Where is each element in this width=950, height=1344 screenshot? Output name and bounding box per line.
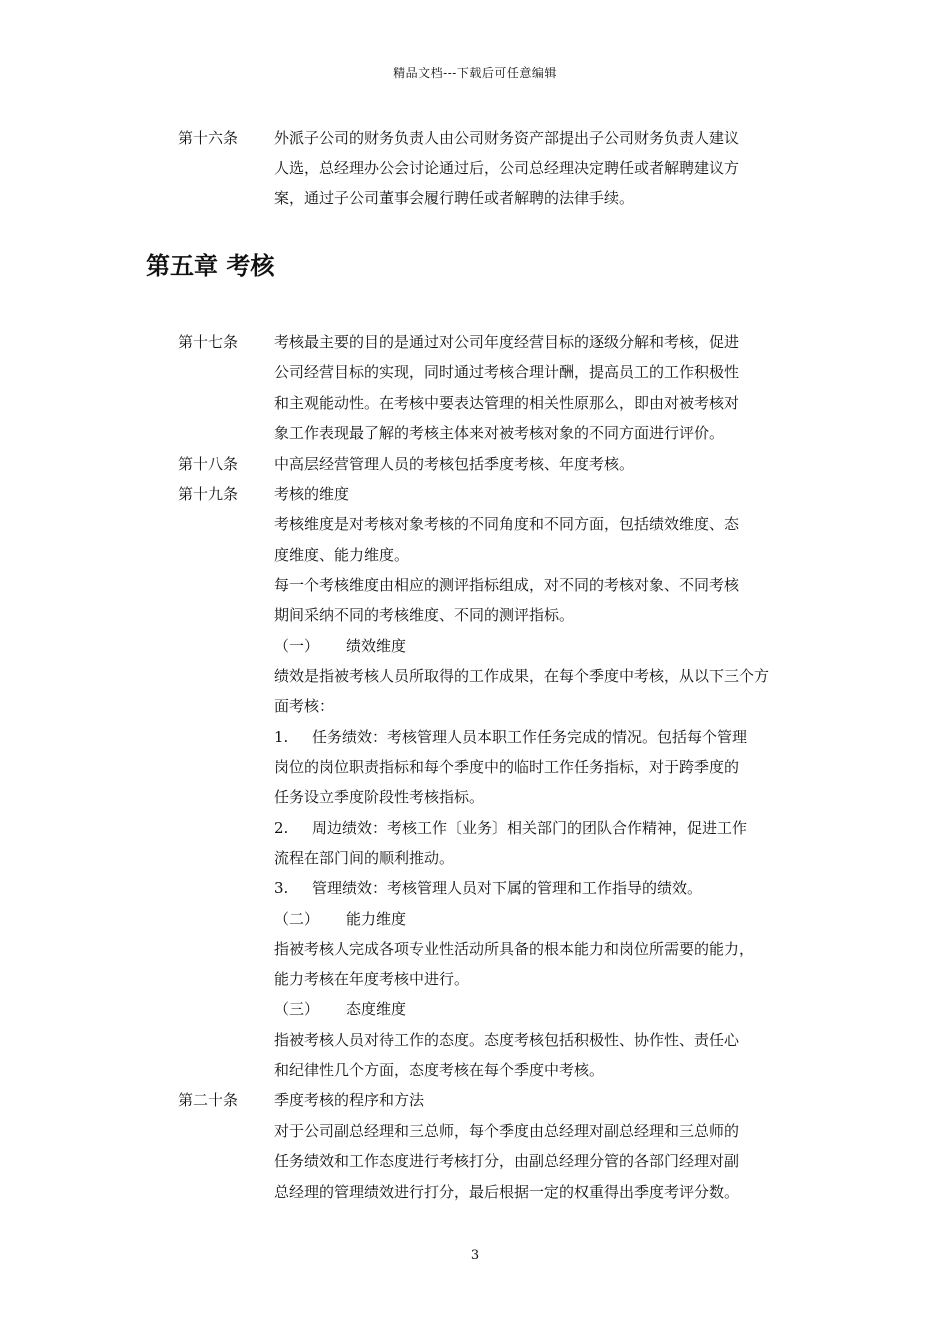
ability-line-2: 能力考核在年度考核中进行。 bbox=[274, 970, 470, 988]
page-number: 3 bbox=[470, 1248, 480, 1263]
article-20-line-3: 任务绩效和工作态度进行考核打分，由副总经理分管的各部门经理对副 bbox=[274, 1152, 740, 1170]
article-19-line-2: 考核维度是对考核对象考核的不同角度和不同方面，包括绩效维度、态 bbox=[274, 515, 740, 533]
ability-line-1: 指被考核人完成各项专业性活动所具备的根本能力和岗位所需要的能力， bbox=[274, 940, 755, 958]
list-number: 1. bbox=[274, 728, 289, 746]
section-title: 态度维度 bbox=[346, 1000, 407, 1018]
article-16-line-3: 案，通过子公司董事会履行聘任或者解聘的法律手续。 bbox=[274, 189, 635, 207]
article-label-16: 第十六条 bbox=[178, 129, 239, 147]
list-item-2-line-1 bbox=[274, 818, 747, 838]
list-text: 周边绩效：考核工作〔业务〕相关部门的团队合作精神，促进工作 bbox=[312, 819, 748, 837]
list-number: 2. bbox=[274, 819, 289, 837]
article-16-line-1: 外派子公司的财务负责人由公司财务资产部提出子公司财务负责人建议 bbox=[274, 129, 740, 147]
article-19-line-1: 考核的维度 bbox=[274, 485, 350, 503]
section-title: 绩效维度 bbox=[346, 637, 407, 655]
article-16-line-2: 人选，总经理办公会讨论通过后，公司总经理决定聘任或者解聘建议方 bbox=[274, 159, 740, 177]
list-number: 3. bbox=[274, 879, 289, 897]
section-heading-performance bbox=[274, 636, 406, 656]
attitude-line-2: 和纪律性几个方面，态度考核在每个季度中考核。 bbox=[274, 1061, 605, 1079]
article-17-line-4: 象工作表现最了解的考核主体来对被考核对象的不同方面进行评价。 bbox=[274, 424, 725, 442]
article-20-line-1: 季度考核的程序和方法 bbox=[274, 1091, 425, 1109]
article-20-line-4: 总经理的管理绩效进行打分，最后根据一定的权重得出季度考评分数。 bbox=[274, 1183, 740, 1201]
list-item-1-line-3: 任务设立季度阶段性考核指标。 bbox=[274, 788, 485, 806]
list-item-2-line-2: 流程在部门间的顺利推动。 bbox=[274, 849, 455, 867]
article-19-line-3: 度维度、能力维度。 bbox=[274, 546, 410, 564]
page-header: 精品文档---下载后可任意编辑 bbox=[393, 66, 557, 80]
list-text: 任务绩效：考核管理人员本职工作任务完成的情况。包括每个管理 bbox=[312, 728, 748, 746]
article-20-line-2: 对于公司副总经理和三总师，每个季度由总经理对副总经理和三总师的 bbox=[274, 1122, 740, 1140]
article-19-line-4: 每一个考核维度由相应的测评指标组成，对不同的考核对象、不同考核 bbox=[274, 576, 740, 594]
article-17-line-2: 公司经营目标的实现，同时通过考核合理计酬，提高员工的工作积极性 bbox=[274, 363, 740, 381]
section-number: （三） bbox=[274, 1000, 320, 1018]
section-number: （一） bbox=[274, 637, 320, 655]
article-19-line-5: 期间采纳不同的考核维度、不同的测评指标。 bbox=[274, 606, 575, 624]
section-number: （二） bbox=[274, 910, 320, 928]
article-17-line-1: 考核最主要的目的是通过对公司年度经营目标的逐级分解和考核，促进 bbox=[274, 333, 740, 351]
section-title: 能力维度 bbox=[346, 910, 407, 928]
article-label-17: 第十七条 bbox=[178, 333, 239, 351]
article-label-18: 第十八条 bbox=[178, 455, 239, 473]
list-item-1-line-1 bbox=[274, 727, 747, 747]
section-heading-ability bbox=[274, 909, 406, 929]
section-heading-attitude bbox=[274, 999, 406, 1019]
list-item-3-line-1 bbox=[274, 878, 702, 898]
article-17-line-3: 和主观能动性。在考核中要表达管理的相关性原那么，即由对被考核对 bbox=[274, 394, 740, 412]
performance-line-2: 面考核： bbox=[274, 697, 335, 715]
list-item-1-line-2: 岗位的岗位职责指标和每个季度中的临时工作任务指标，对于跨季度的 bbox=[274, 758, 740, 776]
attitude-line-1: 指被考核人员对待工作的态度。态度考核包括积极性、协作性、责任心 bbox=[274, 1031, 740, 1049]
list-text: 管理绩效：考核管理人员对下属的管理和工作指导的绩效。 bbox=[312, 879, 703, 897]
performance-line-1: 绩效是指被考核人员所取得的工作成果，在每个季度中考核，从以下三个方 bbox=[274, 667, 770, 685]
chapter-title: 第五章 考核 bbox=[146, 252, 275, 280]
article-18-line-1: 中高层经营管理人员的考核包括季度考核、年度考核。 bbox=[274, 455, 635, 473]
article-label-19: 第十九条 bbox=[178, 485, 239, 503]
article-label-20: 第二十条 bbox=[178, 1091, 239, 1109]
